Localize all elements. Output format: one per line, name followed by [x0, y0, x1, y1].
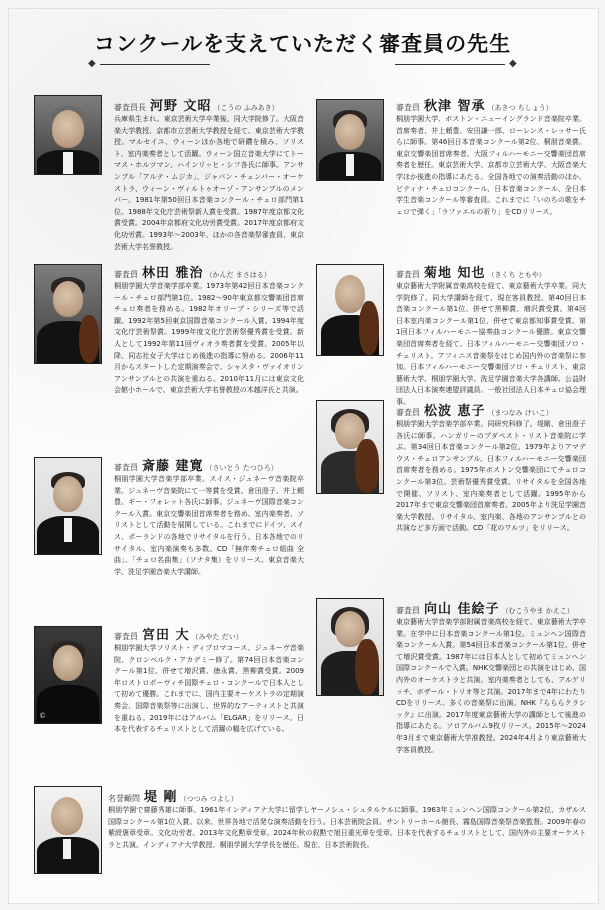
- judge-bio: 兵庫県生まれ。東京芸術大学卒業後、同大学院修了。大阪音楽大学教授、京都市立芸術大学教授を経て、東京芸術大学教授。マルセイユ、ウィーンほか各地で研鑽を積み、ソリスト、室内楽奏者として活躍。ウィーン国立音楽大学にてトーマス・ホルツマン、ハインリッヒ・シフ各氏に師事。アンサンブル「アルテ・ムジカ」、ジャパン・チェンバー・オーケストラ、ウィーン・ヴィルトゥオーゾ・アンサンブルのメンバー。1981年第50回日本音楽コンクール・チェロ部門第1位。1988年文化庁芸術祭新人賞を受賞。1987年度京都文化賞受賞。2004年京都府文化功労賞受賞。2017年度京都府文化功労賞。1993年〜2003年、ほかの各音楽祭審査員、東京芸術大学名誉教授。: [114, 115, 304, 251]
- judge-role: 審査員: [396, 606, 420, 615]
- judge-card: [34, 786, 586, 902]
- judge-kana: （むこうやま かえこ）: [501, 607, 574, 615]
- judge-bio: 桐朋学園大学音楽学部卒業。同研究科修了。堤剛、倉田澄子各氏に師事。ハンガリーのブダペスト・リスト音楽院に学ぶ。第34回日本音楽コンクール第2位。1979年よりアマデウス・チェロアンサンブル、日本フィルハーモニー交響楽団首席奏者を務める。1975年ボストン交響楽団にてチェロコンクール第3位。芸術祭優秀賞受賞。リサイタルを全国各地で開催、ソリスト、室内楽奏者として活躍。1995年から2017年まで東京交響楽団首席奏者。2005年より洗足学園音楽大学教授。リサイタル、室内楽、各地のアンサンブルとの共演など多方面で活動。CD「花のワルツ」をリリース。: [396, 420, 586, 533]
- judge-card: [34, 95, 304, 260]
- judge-role: 審査員: [396, 103, 420, 112]
- judge-name: 松波 恵子: [424, 404, 486, 419]
- judge-name-line: [114, 624, 243, 643]
- judge-name: 向山 佳絵子: [424, 602, 500, 617]
- photo-credit: ©: [39, 712, 46, 720]
- judge-bio: 桐朋学園で齋藤秀雄に師事。1961年インディアナ大学に留学しヤーノシュ・シュタルケルに師事。1963年ミュンヘン国際コンクール第2位、カザルス国際コンクール第1位入賞。以来、世界各地で活発な演奏活動を行う。日本芸術院会員。サントリーホール館長、霧島国際音楽祭音楽監督。2009年春の紫綬褒章受章。文化功労者。2013年文化勲章受章。2024年秋の叙勲で旭日重光章を受章。日本を代表するチェリストとして、国内外の主要オーケストラと共演。インディアナ大学教授、桐朋学園大学学長を歴任。現在、日本芸術院長。: [108, 806, 586, 849]
- judge-kana: （かんだ まさはる）: [205, 271, 271, 279]
- judge-name: 斎藤 建寛: [142, 459, 204, 474]
- judge-kana: （さいとう たつひろ）: [205, 464, 278, 472]
- judge-photo: [34, 95, 102, 175]
- judge-name-line: [396, 598, 574, 617]
- judge-role: 審査員: [114, 632, 138, 641]
- judge-name: 堤 剛: [144, 790, 178, 805]
- judge-bio: 東京藝術大学音楽学部附属音楽高校を経て、東京藝術大学卒業。在学中に日本音楽コンクール第1位。ミュンヘン国際音楽コンクール入賞。第54回日本音楽コンクール第1位、併せて増沢賞受賞。1987年には日本人として初めてミュンヘン国際コンクールで入賞。NHK交響楽団との共演をはじめ、国内外のオーケストラと共演。室内楽奏者としても、アルゲリッチ、ボザール・トリオ等と共演。2017年まで4年にわたりCDをリリース。多くの音楽祭に出演。NHK『らららクラシック』に出演。2017年度東京藝術大学の講師として後進の指導にあたる。ソロアルバム9枚リリース。2015年〜2024年3月まで東京藝術大学准教授。2024年4月より東京藝術大学客員教授。: [396, 618, 586, 754]
- judge-kana: （まつなみ けいこ）: [487, 409, 553, 417]
- judge-bio: 桐朋学園大学音楽学部卒業。1973年第42回日本音楽コンクール・チェロ部門第1位。1982〜90年東京都交響楽団首席チェロ奏者を務める。1982年オリーブ・シリーズ等で活躍。1992年第5回東京国際音楽コンクール入賞。1994年度文化庁芸術祭賞。1999年度文化庁芸術祭優秀賞を受賞。新人として1992年第11回ヴィオラ奏者賞を受賞。2005年以降、同志社女子大学はじめ後進の指導に努める。2006年11月からスタートした定期演奏会で、シャスタ・ヴァイオリンアンサンブルとの共演を重ねる。2010年11月には東京文化会館小ホールで、東京芸術大学名誉教授の木越洋氏と共演。: [114, 282, 304, 395]
- judge-name-line: [396, 400, 553, 419]
- judge-photo: [34, 264, 102, 364]
- judge-name: 菊地 知也: [424, 266, 486, 281]
- judge-name: 宮田 大: [142, 628, 190, 643]
- judge-card: [316, 400, 586, 595]
- judge-name-line: [114, 95, 279, 114]
- ornament-icon: ◆: [509, 58, 517, 69]
- judge-kana: （つつみ つよし）: [179, 795, 238, 803]
- judge-kana: （みやた だい）: [191, 633, 243, 641]
- page-title: コンクールを支えていただく審査員の先生: [93, 32, 512, 56]
- judge-bio: 桐朋学園大学、ボストン・ニューイングランド音楽院卒業。首席奏者、井上頼豊、安田謙一郎、ローレンス・レッサー氏らに師事。第46回日本音楽コンクール第2位、桐朋音楽賞。東京交響楽団首席奏者、大阪フィルハーモニー交響楽団首席奏者を歴任。東京芸術大学、京都市立芸術大学、大阪音楽大学ほか後進の指導にあたる。全国各地での演奏活動のほか、ピティナ・チェロコンクール、日本音楽コンクール、全日本学生音楽コンクール等審査員。これまでに「いのちの歌をチェロで弾く」「ラファエルの祈り」をCDリリース。: [396, 115, 586, 216]
- judge-card: [34, 624, 304, 764]
- judge-card: [316, 598, 586, 768]
- judge-bio: 東京藝術大学附属音楽高校を経て、東京藝術大学卒業。同大学院修了。同大学講師を経て、現在客員教授。第40回日本音楽コンクール第1位、併せて黒柳賞、増沢賞受賞。第4回日本室内楽コンクール第1位、併せて東京都知事賞受賞。第1回日本フィルハーモニー協奏曲コンクール優勝。東京交響楽団首席奏者を経て、日本フィルハーモニー交響楽団ソロ・チェリスト。アフィニス音楽祭をはじめ国内外の音楽祭に参加。日本フィルハーモニー交響楽団ソロ・チェリスト、東京藝術大学、桐朋学園大学、洗足学園音楽大学各講師。公益財団法人日本演奏連盟評議員。一般社団法人日本チェロ協会理事。: [396, 282, 586, 406]
- judge-name-line: [114, 455, 278, 474]
- judge-photo: [316, 400, 384, 494]
- judge-photo: [34, 457, 102, 555]
- judge-photo: [316, 99, 384, 181]
- judge-card: [34, 455, 304, 615]
- judge-name-line: [114, 262, 271, 281]
- judge-kana: （あきつ ちしょう）: [487, 104, 553, 112]
- judge-name: 林田 雅治: [142, 266, 204, 281]
- judge-kana: （こうの ふみあき）: [213, 104, 279, 112]
- ornament-icon: ◆: [88, 58, 96, 69]
- judge-name-line: [396, 95, 553, 114]
- judge-name-line: [108, 786, 238, 805]
- judge-role: 審査員: [396, 408, 420, 417]
- judge-name-line: [396, 262, 546, 281]
- judge-photo: [34, 626, 102, 724]
- judge-photo: [316, 598, 384, 696]
- title-rule-right: [395, 64, 505, 65]
- title-rule-left: [100, 64, 210, 65]
- judge-card: [34, 262, 304, 440]
- judge-role: 審査員長: [114, 103, 146, 112]
- judge-card: [316, 95, 586, 260]
- judge-bio: 桐朋学園大学ソリスト・ディプロマコース、ジュネーヴ音楽院、クロンベルク・アカデミー修了。第74回日本音楽コンクール第1位、併せて増沢賞、徳永賞、黒柳賞受賞。2009年ロストロポーヴィチ国際チェロ・コンクールで日本人として初めて優勝。これまでに、国内主要オーケストラの定期演奏会、国際音楽祭等に出演し、世界的なアーティストと共演を重ねる。2019年にはアルバム「ELGAR」をリリース。日本を代表するチェリストとして活躍の幅を広げている。: [114, 644, 304, 734]
- judge-kana: （きくち ともや）: [487, 271, 546, 279]
- judge-role: 名誉顧問: [108, 794, 140, 803]
- judge-name: 秋津 智承: [424, 99, 486, 114]
- judge-name: 河野 文昭: [150, 99, 212, 114]
- judge-role: 審査員: [114, 463, 138, 472]
- judge-photo: [316, 264, 384, 356]
- judge-role: 審査員: [396, 270, 420, 279]
- judge-photo: [34, 786, 102, 874]
- judge-role: 審査員: [114, 270, 138, 279]
- judge-bio: 桐朋学園大学音楽学部卒業。スイス・ジュネーヴ音楽院卒業。ジュネーヴ音楽院にて一等賞を受賞。倉田澄子、井上頼豊、ギー・フォレット各氏に師事。ジュネーヴ国際音楽コンクール入賞。東京交響楽団首席奏者を務め、室内楽奏者、ソリストとして活動を展開している。これまでにドイツ、スイス、ポーランドの各地でリサイタルを行う。日本各地でのリサイタル、室内楽演奏も多数。CD「無伴奏チェロ組曲 全曲」、「チェロ名曲集」（ソナタ集）をリリース。東京音楽大学、洗足学園音楽大学講師。: [114, 475, 304, 576]
